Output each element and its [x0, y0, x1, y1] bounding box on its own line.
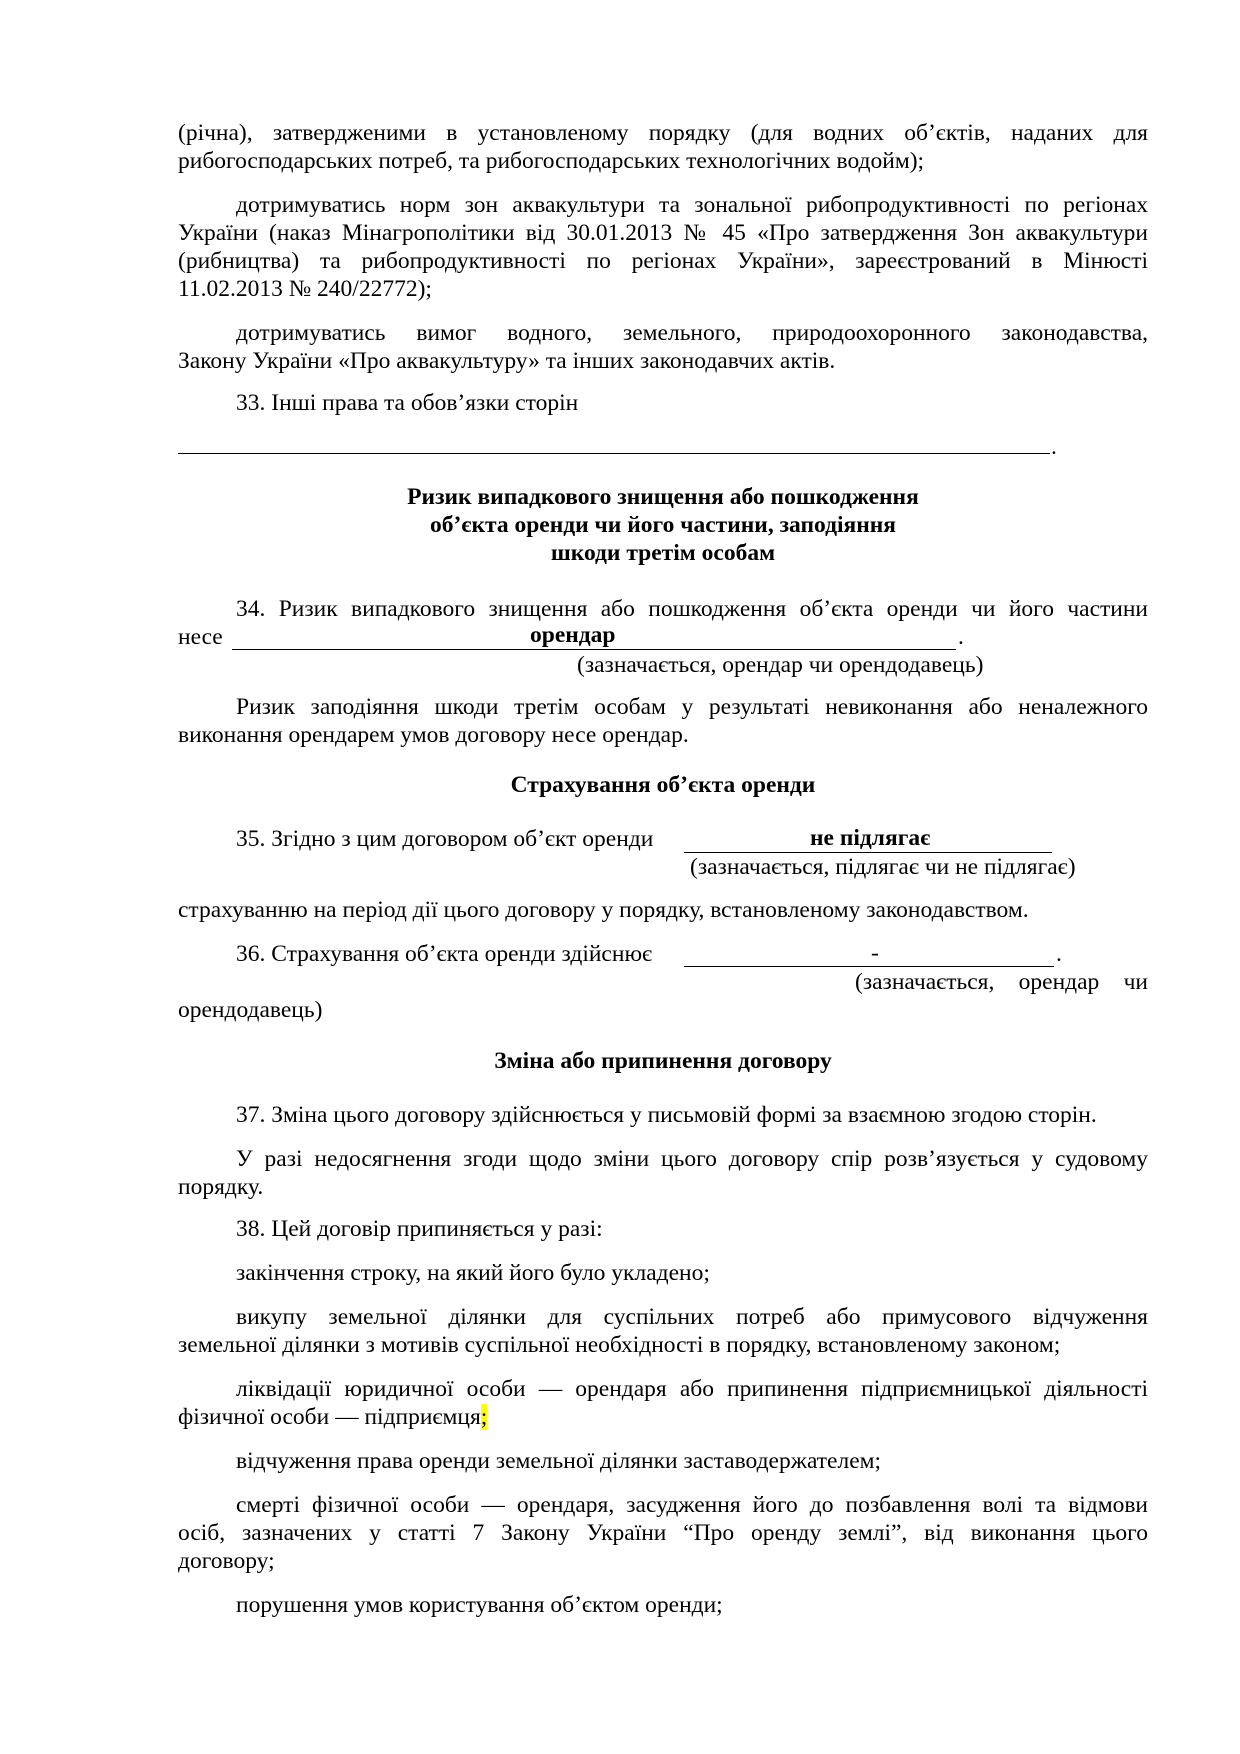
paragraph-line: У разі недосягнення згоди щодо зміни цього договору спір розв’язується у судовому: [236, 1146, 1148, 1172]
period: .: [1051, 434, 1057, 460]
paragraph-line: рибогосподарських потреб, та рибогосподарських технологічних водойм);: [178, 148, 925, 174]
paragraph-line: виконання орендарем умов договору несе орендар.: [178, 722, 689, 748]
blank-line-34: [232, 649, 956, 650]
section-heading: Ризик випадкового знищення або пошкодження: [407, 484, 919, 510]
paragraph-line: 11.02.2013 № 240/22772);: [178, 276, 432, 302]
list-item: порушення умов користування об’єктом оренди;: [236, 1592, 723, 1618]
list-item: закінчення строку, на який його було укладено;: [236, 1260, 710, 1286]
field-hint: орендодавець): [178, 997, 323, 1023]
paragraph-line: дотримуватись вимог водного, земельного, природоохоронного законодавства,: [236, 320, 1148, 346]
list-item: викупу земельної ділянки для суспільних потреб або примусового відчуження: [236, 1304, 1148, 1330]
paragraph-line: порядку.: [178, 1174, 264, 1200]
list-item-text: фізичної особи — підприємця: [178, 1404, 481, 1430]
section-heading: об’єкта оренди чи його частини, заподіяння: [429, 512, 896, 538]
section-heading: Страхування об’єкта оренди: [510, 772, 816, 798]
field-hint: (зазначається, орендар чи орендодавець): [577, 652, 984, 678]
filled-value: орендар: [530, 622, 616, 648]
field-hint: (зазначається, підлягає чи не підлягає): [690, 854, 1076, 880]
clause-34: 34. Ризик випадкового знищення або пошкодження об’єкта оренди чи його частини: [236, 596, 1148, 622]
clause-36: 36. Страхування об’єкта оренди здійснює: [236, 941, 653, 967]
paragraph-line: Ризик заподіяння шкоди третім особам у результаті невиконання або неналежного: [236, 694, 1148, 720]
paragraph-line: України (наказ Мінагрополітики від 30.01.2013 № 45 «Про затвердження Зон аквакультури: [178, 220, 1148, 246]
list-item: ліквідації юридичної особи — орендаря або припинення підприємницької діяльності: [236, 1376, 1148, 1402]
paragraph-line: (річна), затвердженими в установленому порядку (для водних об’єктів, наданих для: [178, 120, 1148, 146]
paragraph-line: (рибництва) та рибопродуктивності по регіонах України», зареєстрований в Мінюсті: [178, 248, 1148, 274]
period: .: [1056, 941, 1062, 967]
list-item: відчуження права оренди земельної ділянки заставодержателем;: [236, 1448, 882, 1474]
blank-line-35: [684, 852, 1052, 853]
highlight-mark: ;: [480, 1404, 488, 1430]
paragraph-line: дотримуватись норм зон аквакультури та зональної рибопродуктивності по регіонах: [236, 192, 1148, 218]
paragraph-line: страхуванню на період дії цього договору у порядку, встановленому законодавством.: [178, 897, 1029, 923]
clause-38: 38. Цей договір припиняється у разі:: [236, 1216, 603, 1242]
list-item: смерті фізичної особи — орендаря, засудження його до позбавлення волі та відмови: [236, 1492, 1148, 1518]
blank-line-33: [178, 453, 1050, 454]
paragraph-line: Закону України «Про аквакультуру» та інших законодавчих актів.: [178, 348, 836, 374]
list-item-cont: договору;: [178, 1548, 275, 1574]
list-item-cont: [178, 1404, 487, 1430]
clause-35: 35. Згідно з цим договором об’єкт оренди: [236, 826, 654, 852]
filled-value: не підлягає: [810, 825, 931, 851]
blank-line-36: [684, 966, 1054, 967]
clause-34-prefix: несе: [178, 624, 223, 650]
list-item-cont: осіб, зазначених у статті 7 Закону України “Про оренду землі”, від виконання цього: [178, 1520, 1148, 1546]
field-hint: (зазначається, орендар чи: [855, 969, 1148, 995]
section-heading: шкоди третім особам: [550, 540, 776, 566]
section-heading: Зміна або припинення договору: [494, 1048, 832, 1074]
period: .: [958, 624, 964, 650]
filled-value: -: [871, 940, 879, 966]
clause-37: 37. Зміна цього договору здійснюється у письмовій формі за взаємною згодою сторін.: [236, 1102, 1097, 1128]
clause-33: 33. Інші права та обов’язки сторін: [236, 390, 579, 416]
list-item-cont: земельної ділянки з мотивів суспільної необхідності в порядку, встановленому законом;: [178, 1332, 1061, 1358]
